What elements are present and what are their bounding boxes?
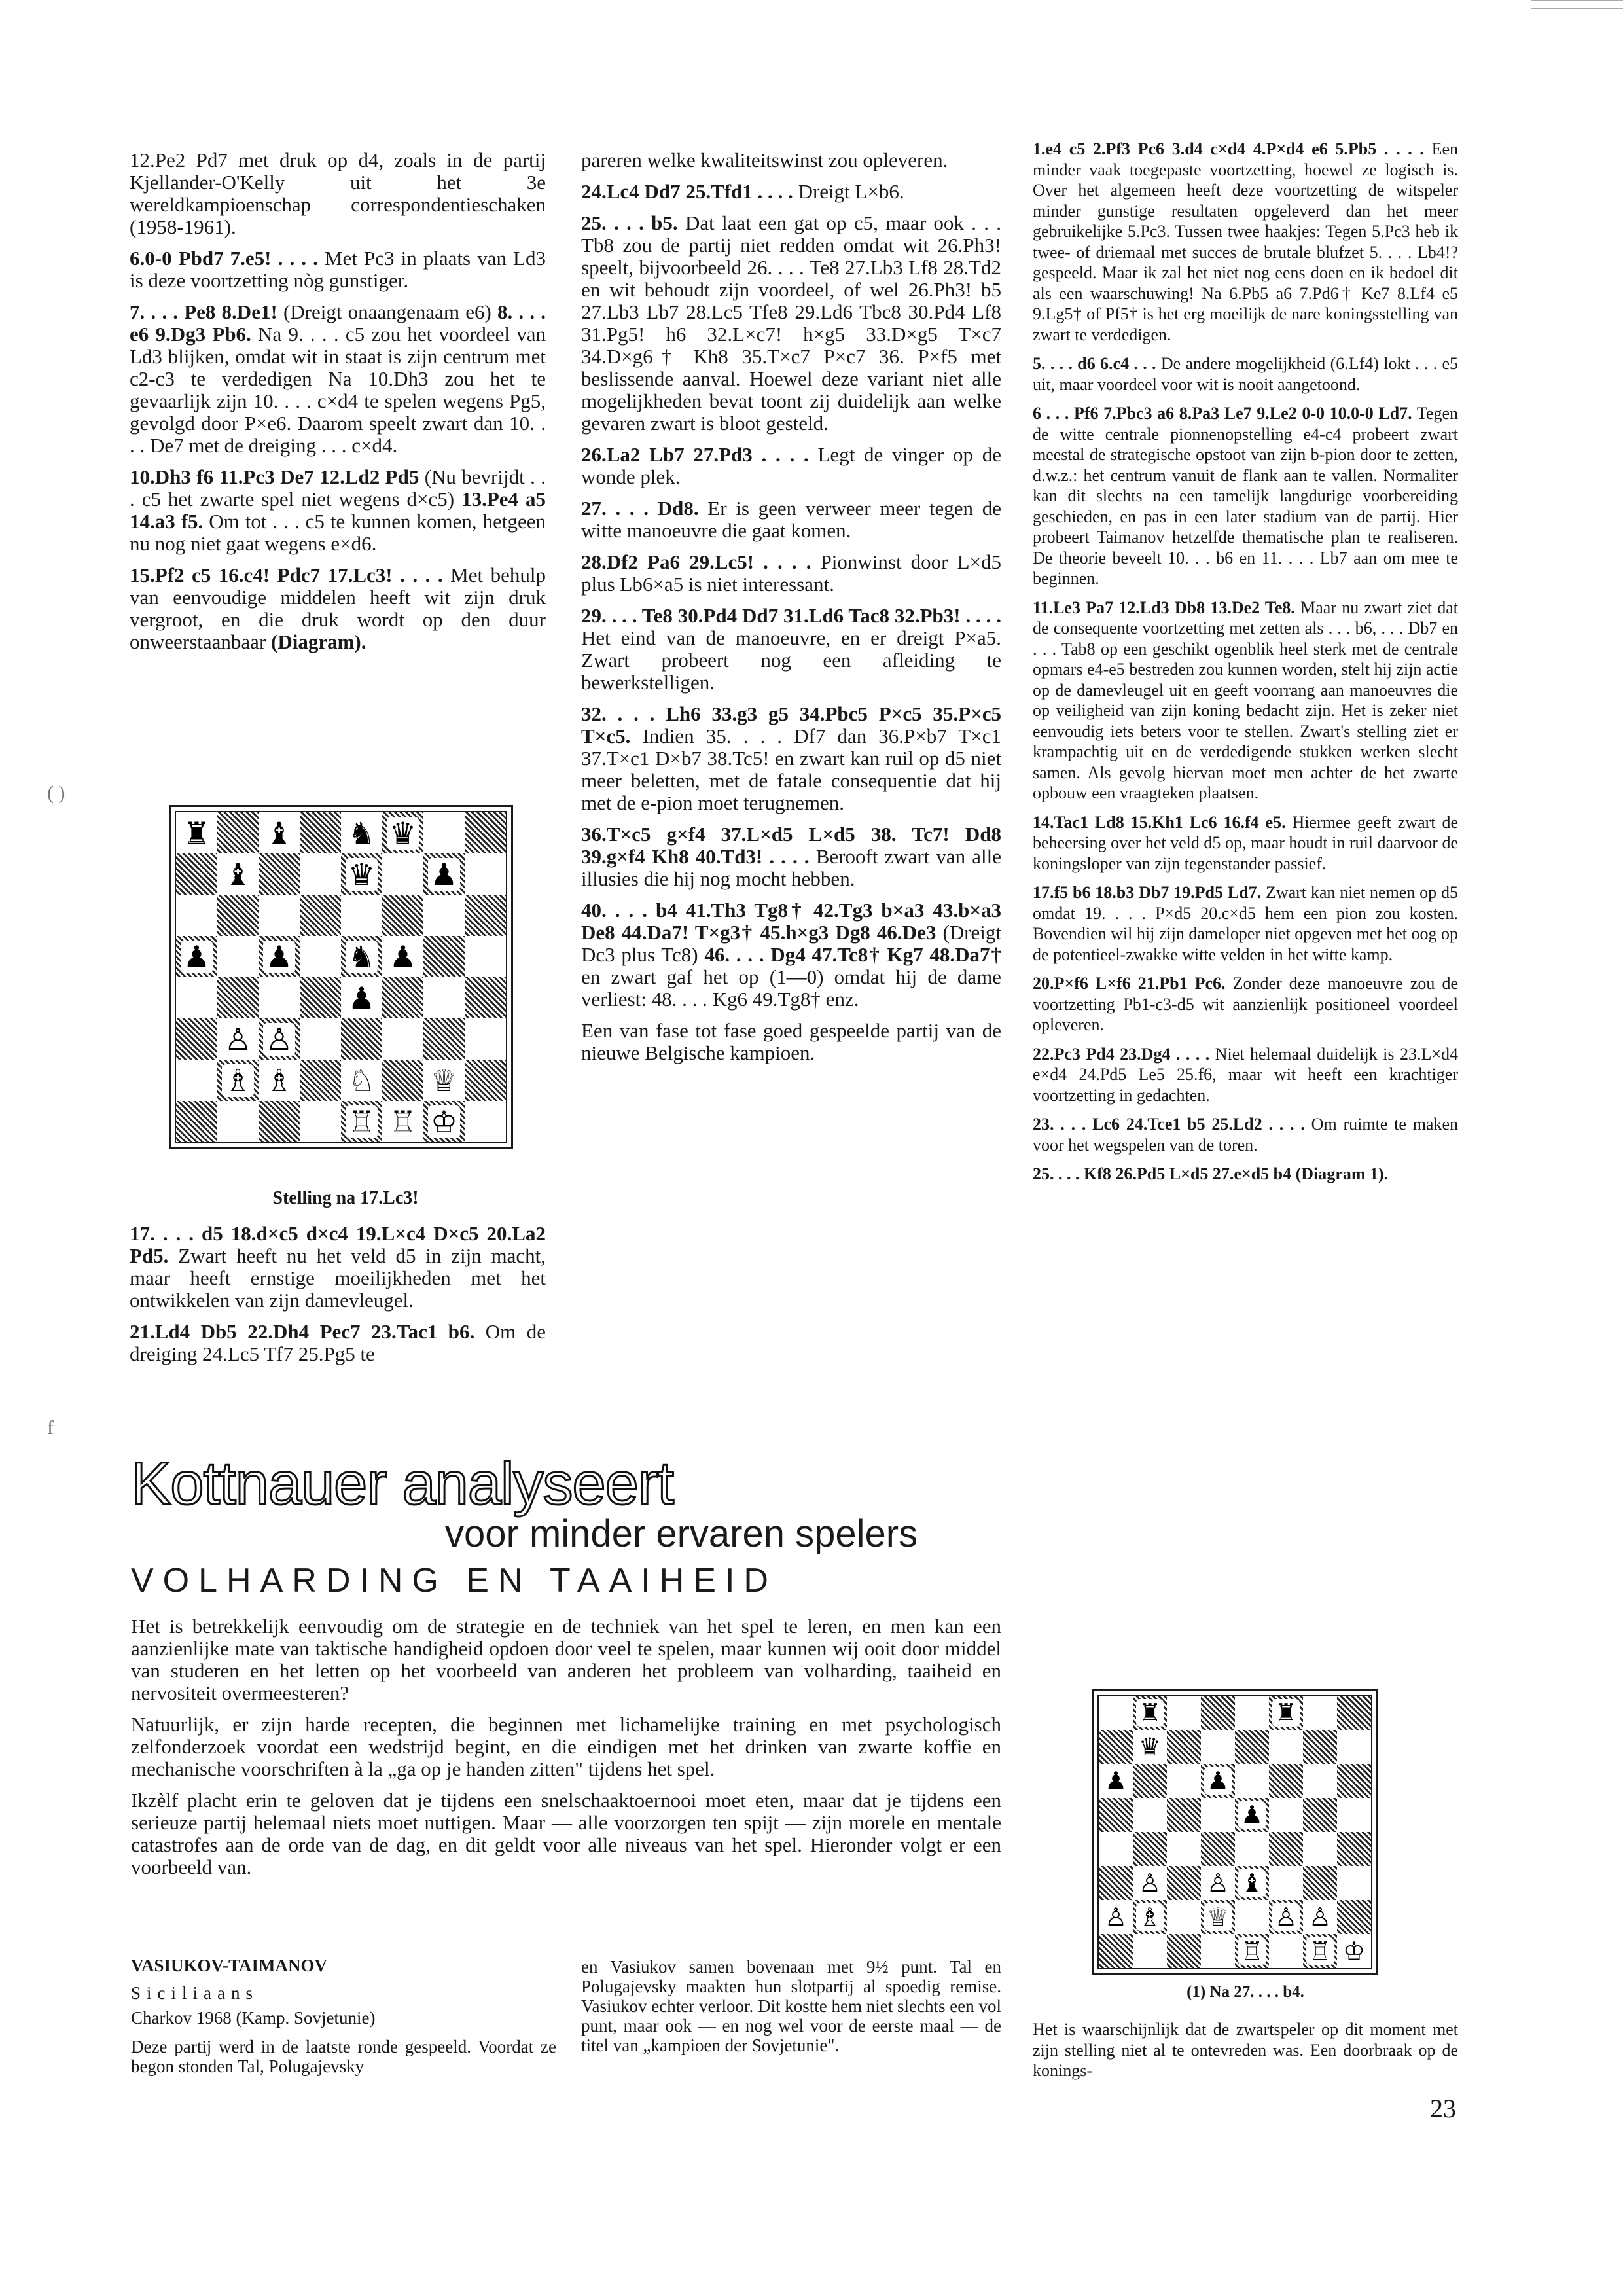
board-square <box>1269 1695 1303 1730</box>
diagram-1-caption: Stelling na 17.Lc3! <box>272 1188 419 1208</box>
board-square <box>1303 1866 1337 1900</box>
board-square <box>259 936 300 977</box>
board-square <box>1337 1900 1372 1934</box>
board-square <box>259 812 300 853</box>
col1-paragraph: 7. . . . Pe8 8.De1! (Dreigt onaangenaam e6) 8. . . . e6 9.Dg3 Pb6. Na 9. . . . c5 zou het voordeel van Ld3 blijken, omdat wit in staat is zijn centrum met c2-c3 te verdedigen Na 10.Dh3 zou het te gevaarlijk zijn 10. . . . c×d4 te spelen wegens Pg5, gevolgd door P×e6. Daarom speelt zwart dan 10. . . . De7 met de dreiging . . . c×d4. <box>130 300 546 457</box>
chess-piece: ♛ <box>1136 1733 1164 1761</box>
col3-paragraph: 11.Le3 Pa7 12.Ld3 Db8 13.De2 Te8. Maar nu zwart ziet dat de consequente voortzetting met zetten als . . . b6, . . . Db7 en . . . Tab8 op een geschikt ogenblik heel sterk met de centrale opmars e4-e5 bestreden zou kunnen worden, stelt hij zijn actie op de damevleugel uit en geeft voorrang aan manoeuvres die op veiligheid van zijn koning bedacht zijn. Het is zeker niet eenvoudig iets beters voor te stellen. Zwart's stelling ziet er krampachtig uit en de verdedigende stukken werken slecht samen. Als gevolg hiervan moet men achter de het zwarte opbouw een vraagteken plaatsen. <box>1033 598 1458 802</box>
chess-piece: ♙ <box>263 1023 295 1056</box>
board-square <box>217 1018 259 1060</box>
board-square <box>217 977 259 1018</box>
board-square <box>1133 1866 1167 1900</box>
chess-piece: ♙ <box>1204 1869 1232 1897</box>
board-square <box>1303 1730 1337 1764</box>
column-3-text <box>1033 139 1458 1185</box>
board-square <box>341 1060 382 1101</box>
col2-paragraph: pareren welke kwaliteitswinst zou opleveren. <box>581 149 948 171</box>
chess-piece: ♖ <box>346 1105 378 1138</box>
board-square <box>465 1101 507 1143</box>
col3-paragraph: 25. . . . Kf8 26.Pd5 L×d5 27.e×d5 b4 (Diagram 1). <box>1033 1164 1389 1183</box>
col3-paragraph: 14.Tac1 Ld8 15.Kh1 Lc6 16.f4 e5. Hiermee geeft zwart de beheersing over het veld d5 op, maar houdt in ruil daarvoor de koningsloper van zijn tegenstander passief. <box>1033 812 1458 873</box>
board-square <box>300 1060 341 1101</box>
chess-piece: ♟ <box>346 982 378 1014</box>
board-square <box>1098 1866 1133 1900</box>
board-square <box>1269 1832 1303 1866</box>
board-square <box>1167 1798 1201 1832</box>
board-square <box>423 936 465 977</box>
chess-piece: ♟ <box>387 941 419 973</box>
board-square <box>423 1060 465 1101</box>
board-square <box>341 895 382 936</box>
board-square <box>300 853 341 895</box>
board-square <box>423 812 465 853</box>
board-square <box>1167 1934 1201 1969</box>
board-square <box>217 1101 259 1143</box>
board-square <box>1303 1695 1337 1730</box>
board-square <box>1133 1900 1167 1934</box>
board-square <box>1133 1934 1167 1969</box>
board-square <box>1337 1832 1372 1866</box>
board-square <box>259 853 300 895</box>
chess-diagram-1 <box>169 805 513 1149</box>
chess-piece: ♙ <box>1102 1903 1130 1931</box>
col2-paragraph: 36.T×c5 g×f4 37.L×d5 L×d5 38. Tc7! Dd8 39.g×f4 Kh8 40.Td3! . . . . Berooft zwart van alle illusies die hij nog mocht hebben. <box>581 823 1001 890</box>
col2-paragraph: 25. . . . b5. Dat laat een gat op c5, maar ook . . . Tb8 zou de partij niet redden omdat wit 26.Ph3! speelt, bijvoorbeeld 26. . . . Te8 27.Lb3 Lf8 28.Td2 en wit behoudt zijn voordeel, of wel 26.Ph3! b5 27.Lb3 Lb7 28.Lc5 Tfe8 29.Ld6 Tbc8 30.Pd4 Lf8 31.Pg5! h6 32.L×c7! h×g5 33.D×g5 T×c7 34.D×g6† Kh8 35.T×c7 P×c7 36. P×f5 met beslissende aanval. Hoewel deze variant niet alle mogelijkheden bevat toont zij duidelijk aan welke gevaren zwart is bloot gesteld. <box>581 211 1001 435</box>
game-note-right: en Vasiukov samen bovenaan met 9½ punt. Tal en Polugajevsky maakten hun slotpartij al spoedig remise. Vasiukov echter verloor. Dit kostte hem niet slechts een vol punt, maar ook — en nog wel voor de eerste maal — de titel van „kampioen der Sovjetunie". <box>581 1957 1001 2055</box>
col3-paragraph: 20.P×f6 L×f6 21.Pb1 Pc6. Zonder deze manoeuvre zou de voortzetting Pb1-c3-d5 wit aanzienlijk positioneel voordeel opleveren. <box>1033 974 1458 1034</box>
board-square <box>1201 1900 1235 1934</box>
chess-piece: ♟ <box>1204 1767 1232 1795</box>
board-square <box>175 936 217 977</box>
board-square <box>423 1018 465 1060</box>
board-square <box>1235 1695 1269 1730</box>
board-square <box>1167 1900 1201 1934</box>
board-square <box>300 936 341 977</box>
col1-paragraph: 6.0-0 Pbd7 7.e5! . . . . Met Pc3 in plaats van Ld3 is deze voortzetting nòg gunstiger. <box>130 247 546 292</box>
board-square <box>217 853 259 895</box>
board-square <box>259 895 300 936</box>
board-square <box>465 1018 507 1060</box>
game-note-left: Deze partij werd in de laatste ronde gespeeld. Voordat ze begon stonden Tal, Polugajevsky <box>131 2037 556 2076</box>
board-square <box>1201 1832 1235 1866</box>
col2-paragraph: 27. . . . Dd8. Er is geen verweer meer tegen de witte manoeuvre die gaat komen. <box>581 497 1001 542</box>
board-square <box>423 853 465 895</box>
chess-piece: ♟ <box>428 858 460 891</box>
board-square <box>382 977 423 1018</box>
board-square <box>1269 1900 1303 1934</box>
board-square <box>1269 1798 1303 1832</box>
col3-paragraph: 22.Pc3 Pd4 23.Dg4 . . . . Niet helemaal duidelijk is 23.L×d4 e×d4 24.Pd5 Le5 25.f6, maar wit heeft een krachtiger voortzetting in gedachten. <box>1033 1044 1458 1105</box>
board-square <box>1269 1866 1303 1900</box>
board-square <box>423 895 465 936</box>
board-square <box>1133 1798 1167 1832</box>
column-1-continued <box>130 1223 546 1374</box>
col3b-paragraph: Het is waarschijnlijk dat de zwartspeler op dit moment met zijn stelling niet al te ontevreden was. Een doorbraak op de konings- <box>1033 2020 1458 2080</box>
chess-piece: ♖ <box>387 1105 419 1138</box>
column-3-continued <box>1033 2019 1458 2090</box>
board-square <box>1133 1695 1167 1730</box>
board-square <box>1235 1798 1269 1832</box>
board-square <box>1098 1934 1133 1969</box>
chess-piece: ♛ <box>346 858 378 891</box>
board-square <box>382 1018 423 1060</box>
board-square <box>465 977 507 1018</box>
column-3 <box>1033 139 1458 1193</box>
board-square <box>341 977 382 1018</box>
intro-text <box>131 1615 1001 1878</box>
margin-mark: ( ) <box>47 782 65 804</box>
board-square <box>341 936 382 977</box>
board-square <box>1303 1798 1337 1832</box>
board-square <box>1201 1764 1235 1798</box>
col3-paragraph: 17.f5 b6 18.b3 Db7 19.Pd5 Ld7. Zwart kan niet nemen op d5 omdat 19. . . . P×d5 20.c×d5 hem een pion zou kosten. Bovendien wil hij zijn dameloper niet opgeven met het oog op de potentieel-zwakke witte velden in het witte kamp. <box>1033 883 1458 964</box>
board-square <box>1133 1730 1167 1764</box>
chess-piece: ♗ <box>222 1064 254 1097</box>
board-square <box>217 936 259 977</box>
board-square <box>1235 1934 1269 1969</box>
board-square <box>1167 1764 1201 1798</box>
chess-piece: ♔ <box>1340 1937 1368 1965</box>
board-square <box>1337 1764 1372 1798</box>
game-opening: Siciliaans <box>131 1983 259 2003</box>
game-header <box>131 1956 556 2084</box>
board-square <box>175 1018 217 1060</box>
board-square <box>1269 1764 1303 1798</box>
board-square <box>259 1018 300 1060</box>
chess-piece: ♝ <box>1238 1869 1266 1897</box>
board-square <box>382 812 423 853</box>
chess-piece: ♘ <box>346 1064 378 1097</box>
board-square <box>300 977 341 1018</box>
diagram-2-caption: (1) Na 27. . . . b4. <box>1186 1983 1304 2001</box>
chess-piece: ♟ <box>1238 1801 1266 1829</box>
chess-piece: ♜ <box>1136 1699 1164 1727</box>
board-square <box>1337 1695 1372 1730</box>
column-1-continued-text <box>130 1223 546 1365</box>
board-square <box>217 895 259 936</box>
board-square <box>382 936 423 977</box>
board-square <box>1098 1900 1133 1934</box>
article-subtitle: voor minder ervaren spelers <box>445 1513 918 1555</box>
board-square <box>259 1101 300 1143</box>
page-number: 23 <box>1430 2094 1456 2123</box>
board-square <box>175 1101 217 1143</box>
board-square <box>1167 1695 1201 1730</box>
column-3-continued-text <box>1033 2019 1458 2081</box>
col2-paragraph: 28.Df2 Pa6 29.Lc5! . . . . Pionwinst door L×d5 plus Lb6×a5 is niet interessant. <box>581 550 1001 596</box>
board-square <box>465 936 507 977</box>
board-square <box>1098 1798 1133 1832</box>
board-square <box>465 1060 507 1101</box>
col3-paragraph: 23. . . . Lc6 24.Tce1 b5 25.Ld2 . . . . Om ruimte te maken voor het wegspelen van de toren. <box>1033 1115 1458 1155</box>
col1-paragraph: 15.Pf2 c5 16.c4! Pdc7 17.Lc3! . . . . Met behulp van eenvoudige middelen heeft wit zijn druk vergroot, en die druk wordt op den duur onweerstaanbaar (Diagram). <box>130 564 546 653</box>
game-event: Charkov 1968 (Kamp. Sovjetunie) <box>131 2008 376 2028</box>
column-1-text <box>130 149 546 653</box>
chess-piece: ♛ <box>387 817 419 850</box>
col2-paragraph: 29. . . . Te8 30.Pd4 Dd7 31.Ld6 Tac8 32.Pb3! . . . . Het eind van de manoeuvre, en er dreigt P×a5. Zwart probeert nog een afleiding te bewerkstelligen. <box>581 604 1001 694</box>
col1-paragraph: 12.Pe2 Pd7 met druk op d4, zoals in de partij Kjellander-O'Kelly uit het 3e wereldkampioenschap correspondentieschaken (1958-1961). <box>130 149 546 238</box>
board-square <box>1303 1832 1337 1866</box>
chess-piece: ♝ <box>222 858 254 891</box>
chess-piece: ♟ <box>263 941 295 973</box>
board-square <box>1098 1695 1133 1730</box>
col2-paragraph: Een van fase tot fase goed gespeelde partij van de nieuwe Belgische kampioen. <box>581 1019 1001 1064</box>
board-square <box>1133 1764 1167 1798</box>
game-note-right-block <box>581 1957 1001 2063</box>
board-square <box>1235 1900 1269 1934</box>
col3-paragraph: 6 . . . Pf6 7.Pbc3 a6 8.Pa3 Le7 9.Le2 0-0 10.0-0 Ld7. Tegen de witte centrale pionnenopstelling e4-c4 probeert zwart meestal de strategische opstoot van zijn b-pion door te zetten, d.w.z.: het centrum vanuit de flank aan te vallen. Normaliter kan dit slechts na een tamelijk langdurige voorbereiding geschieden, en pas in een later stadium van de partij. Hier probeert Taimanov hetzelfde thematische plan te realiseren. De theorie beveelt 10. . . b6 en 11. . . . Lb7 aan om mee te beginnen. <box>1033 404 1458 588</box>
board-square <box>341 853 382 895</box>
board-square <box>423 977 465 1018</box>
col2-paragraph: 24.Lc4 Dd7 25.Tfd1 . . . . Dreigt L×b6. <box>581 180 904 203</box>
chess-piece: ♖ <box>1238 1937 1266 1965</box>
chess-piece: ♙ <box>222 1023 254 1056</box>
chess-piece: ♙ <box>1136 1869 1164 1897</box>
chess-piece: ♖ <box>1306 1937 1334 1965</box>
board-square <box>1269 1934 1303 1969</box>
margin-mark: f <box>47 1417 54 1439</box>
chess-piece: ♟ <box>181 941 213 973</box>
chess-piece: ♜ <box>1272 1699 1300 1727</box>
board-square <box>1201 1730 1235 1764</box>
board-square <box>1098 1764 1133 1798</box>
intro-paragraph: Natuurlijk, er zijn harde recepten, die beginnen met lichamelijke training en met psychologisch zelfonderzoek voordat een wedstrijd begint, en die eindigen met het drinken van zwarte koffie en mechanische voorschriften à la „ga op je handen zitten" tijdens het spel. <box>131 1713 1001 1780</box>
board-square <box>341 1018 382 1060</box>
chess-piece: ♜ <box>181 817 213 850</box>
top-rule <box>1531 0 1623 9</box>
col1-paragraph: 10.Dh3 f6 11.Pc3 De7 12.Ld2 Pd5 (Nu bevrijdt . . . c5 het zwarte spel niet wegens d×c5) 13.Pe4 a5 14.a3 f5. Om tot . . . c5 te kunnen komen, hetgeen nu nog niet gaat wegens e×d6. <box>130 465 546 555</box>
board-square <box>382 1060 423 1101</box>
board-square <box>259 977 300 1018</box>
section-heading: VOLHARDING EN TAAIHEID <box>131 1562 777 1600</box>
chess-board-2 <box>1097 1695 1372 1969</box>
board-square <box>1337 1934 1372 1969</box>
board-square <box>341 1101 382 1143</box>
board-square <box>300 895 341 936</box>
board-square <box>465 853 507 895</box>
board-square <box>1235 1764 1269 1798</box>
board-square <box>465 895 507 936</box>
board-square <box>1201 1934 1235 1969</box>
board-square <box>465 812 507 853</box>
board-square <box>300 1101 341 1143</box>
board-square <box>1167 1730 1201 1764</box>
board-square <box>1098 1730 1133 1764</box>
chess-piece: ♙ <box>1306 1903 1334 1931</box>
board-square <box>1201 1695 1235 1730</box>
intro-paragraph: Ikzèlf placht erin te geloven dat je tijdens een snelschaaktoernooi moet eten, maar dat je tijdens een serieuze partij helemaal niets moet nuttigen. Maar — alle voorzorgen ten spijt — zijn morele en mentale catastrofes aan de orde van de dag, en dit geldt voor alle niveaus van het spel. Hieronder volgt er een voorbeeld van. <box>131 1789 1001 1878</box>
col2-paragraph: 40. . . . b4 41.Th3 Tg8† 42.Tg3 b×a3 43.b×a3 De8 44.Da7! T×g3† 45.h×g3 Dg8 46.De3 (Dreigt Dc3 plus Tc8) 46. . . . Dg4 47.Tc8† Kg7 48.Da7† en zwart gaf het op (1—0) omdat hij de dame verliest: 48. . . . Kg6 49.Tg8† enz. <box>581 899 1001 1011</box>
board-square <box>1235 1730 1269 1764</box>
board-square <box>1337 1730 1372 1764</box>
board-square <box>1337 1866 1372 1900</box>
board-square <box>1303 1764 1337 1798</box>
chess-piece: ♕ <box>428 1064 460 1097</box>
intro-paragraph: Het is betrekkelijk eenvoudig om de strategie en de techniek van het spel te leren, en men kan een aanzienlijke mate van taktische handigheid opdoen door veel te spelen, maar kunnen wij ooit door middel van studeren en het letten op het voorbeeld van anderen het probleem van volharding, taaiheid en nervositeit overmeesteren? <box>131 1615 1001 1704</box>
board-square <box>382 1101 423 1143</box>
board-square <box>217 812 259 853</box>
board-square <box>217 1060 259 1101</box>
chess-piece: ♙ <box>1272 1903 1300 1931</box>
board-square <box>259 1060 300 1101</box>
col2-paragraph: 26.La2 Lb7 27.Pd3 . . . . Legt de vinger op de wonde plek. <box>581 443 1001 488</box>
game-players: VASIUKOV-TAIMANOV <box>131 1956 328 1975</box>
board-square <box>1337 1798 1372 1832</box>
intro-section <box>131 1615 1001 1888</box>
board-square <box>175 853 217 895</box>
article-title: Kottnauer analyseert <box>131 1450 673 1517</box>
board-square <box>300 812 341 853</box>
board-square <box>1167 1832 1201 1866</box>
column-2-text <box>581 149 1001 1064</box>
board-square <box>175 812 217 853</box>
chess-piece: ♞ <box>346 941 378 973</box>
board-square <box>1303 1934 1337 1969</box>
board-square <box>175 895 217 936</box>
board-square <box>1303 1900 1337 1934</box>
chess-piece: ♕ <box>1204 1903 1232 1931</box>
board-square <box>1269 1730 1303 1764</box>
board-square <box>1235 1832 1269 1866</box>
col1b-paragraph: 17. . . . d5 18.d×c5 d×c4 19.L×c4 D×c5 20.La2 Pd5. Zwart heeft nu het veld d5 in zijn macht, maar heeft ernstige moeilijkheden met het ontwikkelen van zijn damevleugel. <box>130 1222 546 1312</box>
board-square <box>1201 1798 1235 1832</box>
board-square <box>382 853 423 895</box>
col3-paragraph: 5. . . . d6 6.c4 . . . De andere mogelijkheid (6.Lf4) lokt . . . e5 uit, maar voordeel voor wit is nooit aangetoond. <box>1033 354 1459 394</box>
board-square <box>382 895 423 936</box>
board-square <box>1235 1866 1269 1900</box>
chess-piece: ♗ <box>1136 1903 1164 1931</box>
chess-piece: ♞ <box>346 817 378 850</box>
board-square <box>1098 1832 1133 1866</box>
chess-piece: ♗ <box>263 1064 295 1097</box>
chess-piece: ♟ <box>1102 1767 1130 1795</box>
col1b-paragraph: 21.Ld4 Db5 22.Dh4 Pec7 23.Tac1 b6. Om de dreiging 24.Lc5 Tf7 25.Pg5 te <box>130 1320 546 1365</box>
chess-piece: ♝ <box>263 817 295 850</box>
chess-diagram-2 <box>1092 1689 1378 1975</box>
col3-paragraph: 1.e4 c5 2.Pf3 Pc6 3.d4 c×d4 4.P×d4 e6 5.Pb5 . . . . Een minder vaak toegepaste voortzetting, hoewel ze logisch is. Over het algemeen heeft deze voortzetting de witspeler minder gunstige resultaten opgeleverd dan het meer gebruikelijke 5.Pc3. Tussen twee haakjes: Tegen 5.Pc3 heb ik twee- of driemaal met succes de brutale blufzet 5. . . . Lb4!? gespeeld. Maar ik zal het niet nog eens doen en ik bedoel dit als een waarschuwing! Na 6.Pb5 a6 7.Pd6† Ke7 8.Lf4 e5 9.Lg5† of Pf5† is het erg moeilijk de nare koningsstelling van zwart te verdedigen. <box>1033 139 1458 344</box>
board-square <box>423 1101 465 1143</box>
board-square <box>1133 1832 1167 1866</box>
board-square <box>341 812 382 853</box>
board-square <box>1201 1866 1235 1900</box>
board-square <box>1167 1866 1201 1900</box>
column-2 <box>581 149 1001 1073</box>
board-square <box>175 1060 217 1101</box>
board-square <box>300 1018 341 1060</box>
chess-piece: ♔ <box>428 1105 460 1138</box>
chess-board-1 <box>175 811 507 1143</box>
column-1 <box>130 149 546 662</box>
board-square <box>175 977 217 1018</box>
col2-paragraph: 32. . . . Lh6 33.g3 g5 34.Pbc5 P×c5 35.P×c5 T×c5. Indien 35. . . . Df7 dan 36.P×b7 T×c1 37.T×c1 D×b7 38.Tc5! en zwart kan ruil op d5 niet meer beletten, met de fatale consequentie dat hij met de e-pion moet terugnemen. <box>581 702 1001 814</box>
